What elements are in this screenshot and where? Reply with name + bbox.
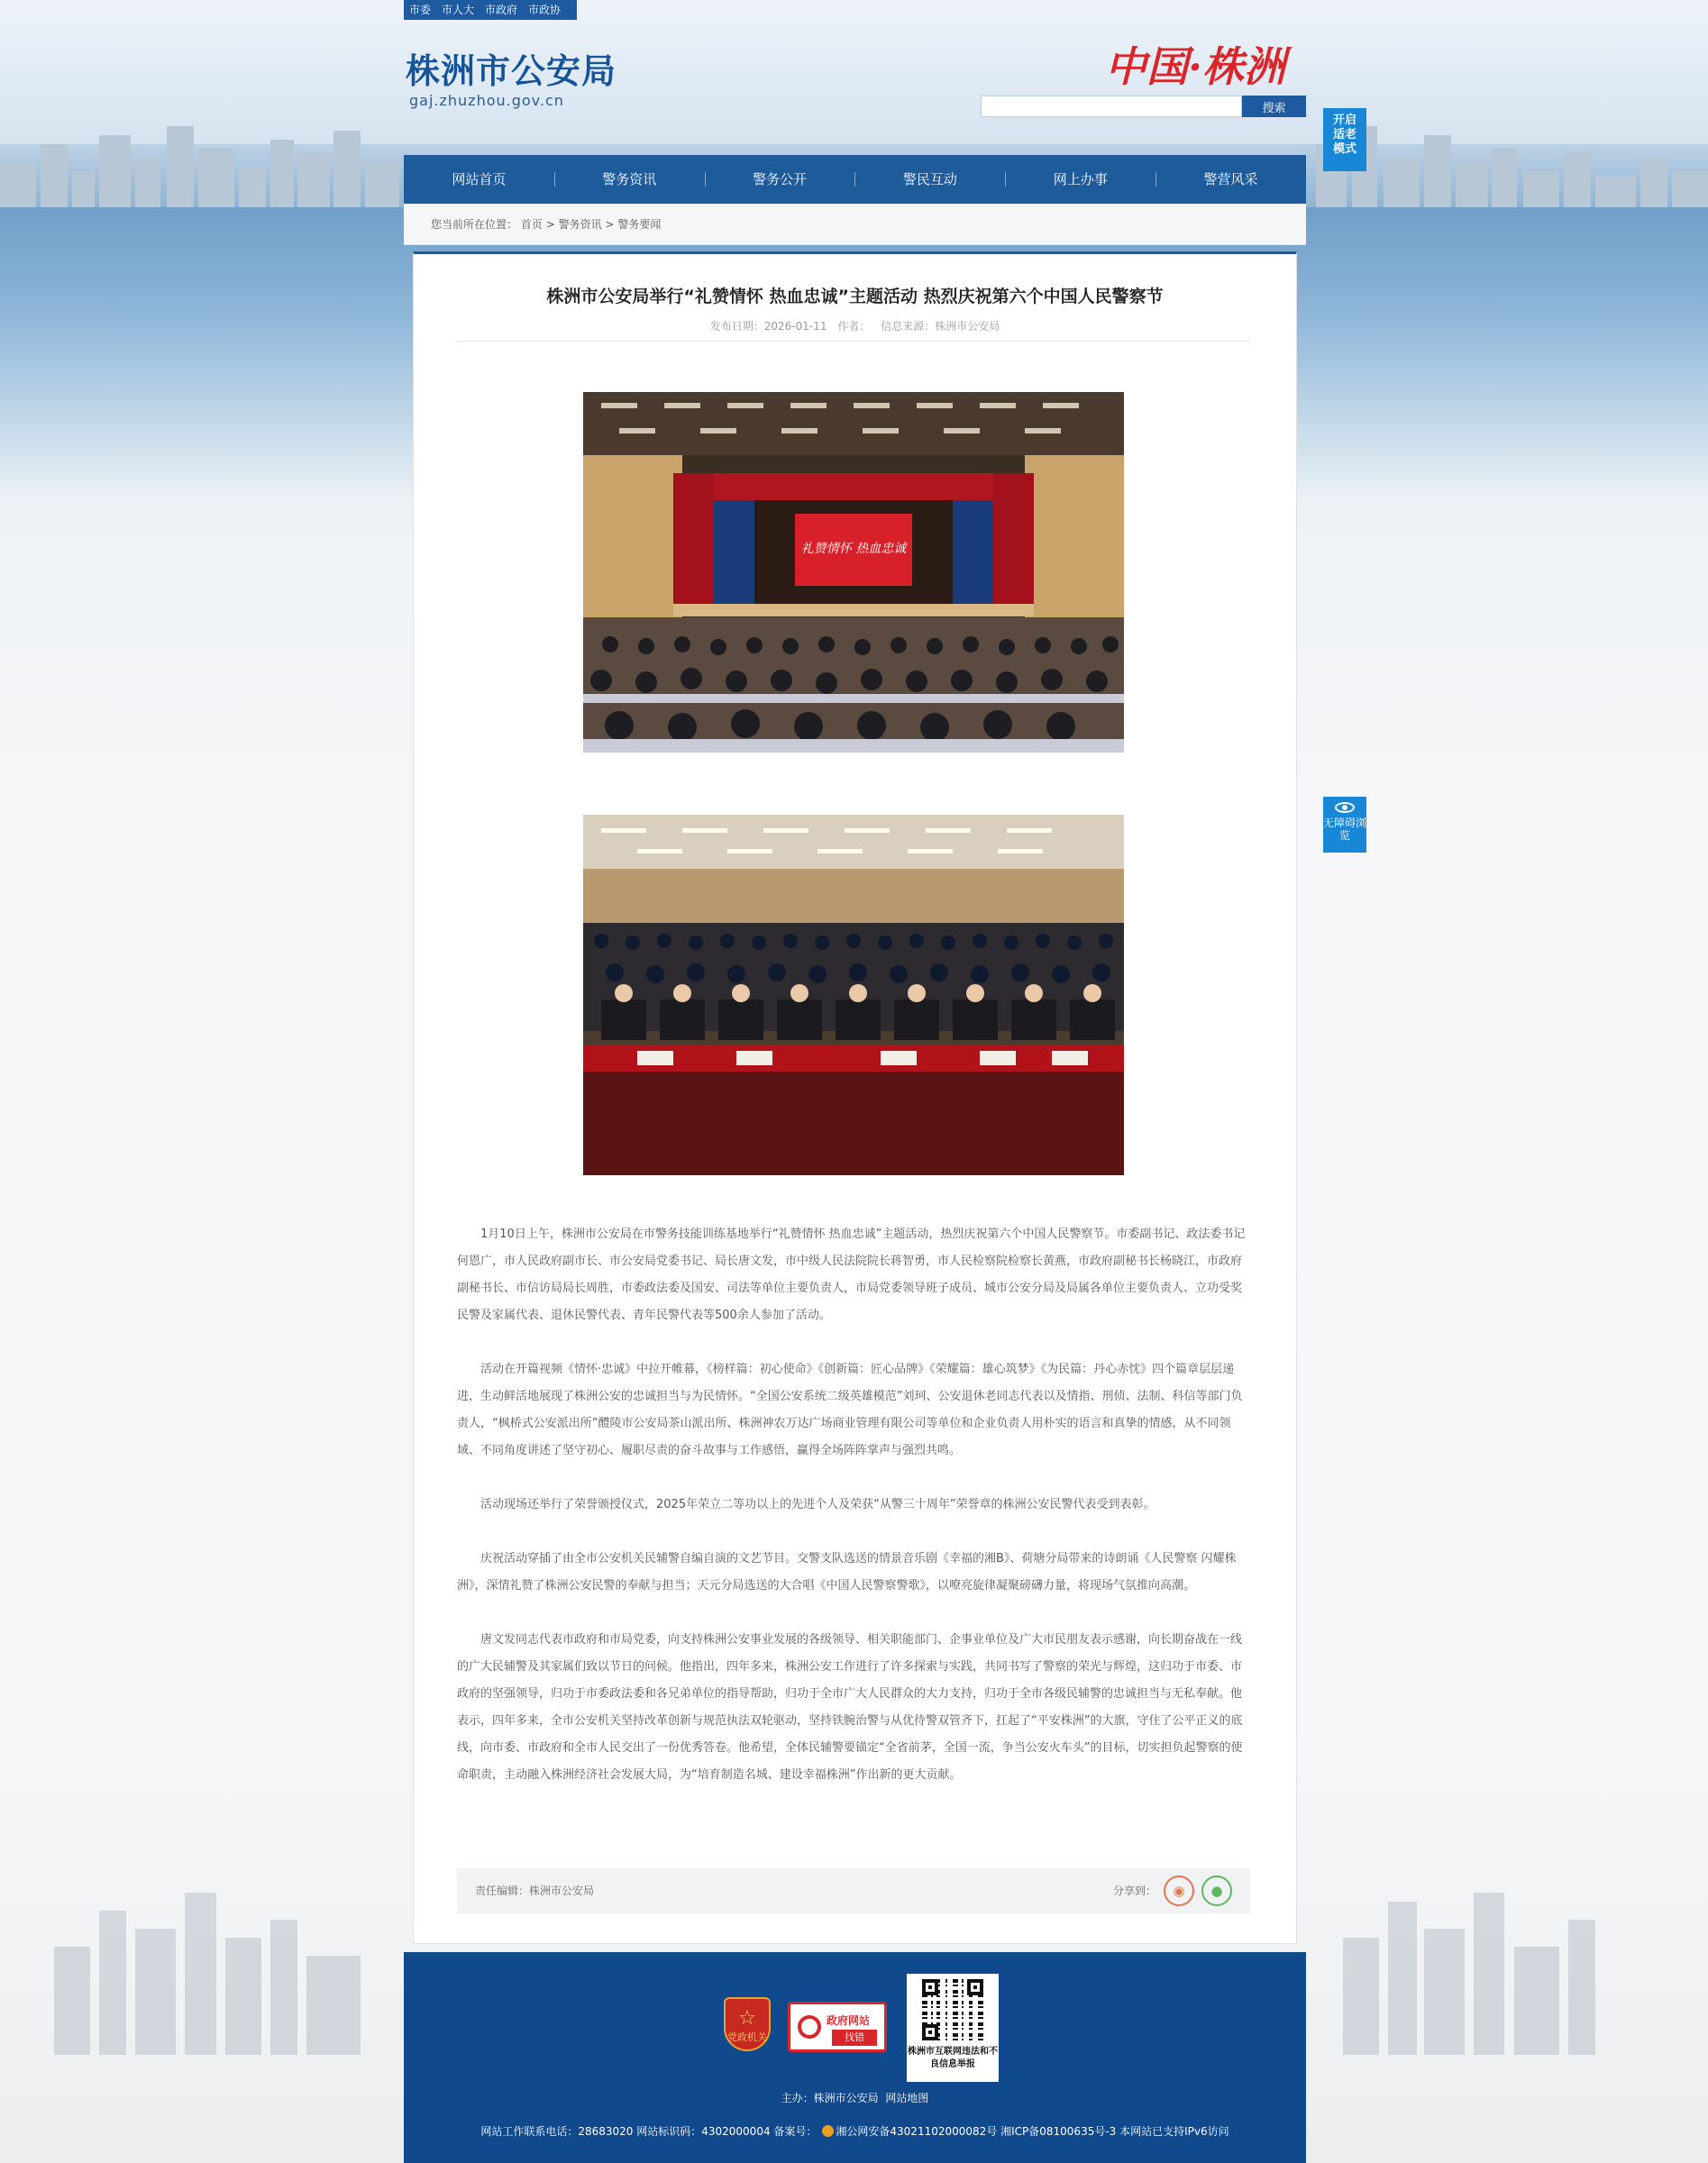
footer-records[interactable]: 湘公网安备43021102000082号 湘ICP备08100635号-3 本网站已支持IPv6访问 — [836, 2125, 1229, 2138]
article-panel — [413, 251, 1297, 1944]
article-body — [457, 1221, 1250, 1816]
top-link-congress[interactable]: 市人大 — [442, 4, 475, 16]
article-footer-bar — [457, 1868, 1250, 1913]
stage-banner-text: 礼赞情怀 热血忠诚 — [800, 542, 907, 556]
breadcrumb-news[interactable]: 警务资讯 — [558, 218, 602, 231]
breadcrumb-home[interactable]: 首页 — [520, 218, 543, 231]
site-header — [404, 27, 1306, 162]
search-button[interactable]: 搜索 — [1242, 96, 1306, 117]
top-link-committee[interactable]: 市委 — [409, 4, 432, 16]
article-title: 株洲市公安局举行“礼赞情怀 热血忠诚”主题活动 热烈庆祝第六个中国人民警察节 — [546, 287, 1164, 306]
elder-mode-button[interactable] — [1323, 108, 1366, 171]
nav-police-news[interactable]: 警务资讯 — [554, 155, 705, 204]
event-photo-stage — [583, 392, 1124, 753]
qr-corner — [967, 1979, 983, 1995]
magnifier-icon — [798, 2015, 821, 2039]
qr-corner — [922, 2024, 938, 2040]
nav-police-disclosure[interactable]: 警务公开 — [705, 155, 855, 204]
china-zhuzhou-logo: 中国·株洲 — [1105, 42, 1286, 91]
elder-mode-label-2: 适老 — [1332, 128, 1356, 141]
nav-interaction[interactable]: 警民互动 — [854, 155, 1005, 204]
main-nav — [404, 155, 1306, 204]
top-link-cppcc[interactable]: 市政协 — [528, 4, 562, 16]
share-group — [1113, 1868, 1232, 1913]
site-domain: gaj.zhuzhou.gov.cn — [409, 92, 564, 109]
top-link-government[interactable]: 市政府 — [485, 4, 518, 16]
article-paragraph: 唐文发同志代表市政府和市局党委，向支持株洲公安事业发展的各级领导、相关职能部门、企事业单位及广大市民朋友表示感谢，向长期奋战在一线的广大民辅警及其家属们致以节日的问候。他指出，四年多来，株洲公安工作进行了许多探索与实践，共同书写了警察的荣光与辉煌，这归功于市委、市政府的坚强领导，归功于市委政法委和各兄弟单位的指导帮助，归功于全市广大人民群众的大力支持，归功于全市各级民辅警的忠诚担当与无私奉献。他表示，四年多来，全市公安机关坚持改革创新与规范执法双轮驱动，坚持铁腕治警与从优待警双管齐下，扛起了“平安株洲”的大旗，守住了公平正义的底线，向市委、市政府和全市人民交出了一份优秀答卷。他希望，全体民辅警要锚定“全省前茅，全国一流，争当公安火车头”的目标，切实担负起警察的使命职责，主动融入株洲经济社会发展大局，为“培育制造名城、建设幸福株洲”作出新的更大贡献。 — [457, 1633, 1243, 1782]
qr-caption: 株洲市互联网违法和不良信息举报 — [908, 2047, 998, 2069]
party-badge-label: 党政机关 — [727, 2031, 767, 2043]
elder-mode-label-3: 模式 — [1332, 142, 1356, 156]
author: 作者： — [837, 320, 871, 333]
top-links — [404, 0, 577, 20]
share-label: 分享到： — [1112, 1885, 1156, 1897]
party-emblem-icon: ☆ — [738, 2007, 756, 2030]
breadcrumb-sep: > — [605, 218, 615, 231]
article-meta — [414, 318, 1296, 333]
nav-home[interactable]: 网站首页 — [452, 171, 507, 187]
footer-info-line — [404, 2123, 1306, 2139]
search-input[interactable] — [981, 96, 1242, 117]
breadcrumb — [404, 204, 1306, 245]
article-paragraph: 庆祝活动穿插了由全市公安机关民辅警自编自演的文艺节目。交警支队选送的情景音乐剧《幸福的湘B》、荷塘分局带来的诗朗诵《人民警察 闪耀株洲》，深情礼赞了株洲公安民警的奉献与担当；天元分局选送的大合唱《中国人民警察警歌》，以嘹亮旋律凝聚磅礴力量，将现场气氛推向高潮。 — [457, 1552, 1237, 1593]
gov-badge-action: 找错 — [832, 2030, 877, 2046]
publish-date: 发布日期：2026-01-11 — [709, 320, 827, 333]
site-title[interactable]: 株洲市公安局 — [406, 50, 617, 91]
article-paragraph: 1月10日上午，株洲市公安局在市警务技能训练基地举行“礼赞情怀 热血忠诚”主题活动，热烈庆祝第六个中国人民警察节。市委副书记、政法委书记何恩广，市人民政府副市长、市公安局党委书记、局长唐文发，市中级人民法院院长蒋智勇，市人民检察院检察长黄燕，市政府副秘书长杨晓江，市政府副秘书长、市信访局局长周胜，市委政法委及国安、司法等单位主要负责人，市局党委领导班子成员、城市公安分局及局属各单位主要负责人、立功受奖民警及家属代表、退休民警代表、青年民警代表等500余人参加了活动。 — [457, 1228, 1246, 1322]
title-divider — [457, 341, 1250, 342]
search-box — [981, 96, 1306, 117]
eye-icon — [1335, 802, 1355, 813]
footer-host: 主办：株洲市公安局 — [781, 2092, 879, 2104]
report-qr-code[interactable] — [907, 1974, 999, 2082]
accessibility-label: 无障碍浏览 — [1323, 817, 1367, 842]
breadcrumb-sep: > — [545, 218, 555, 231]
nav-online-service[interactable]: 网上办事 — [1005, 155, 1155, 204]
nav-police-style[interactable]: 警营风采 — [1155, 155, 1306, 204]
gov-badge-label: 政府网站 — [827, 2014, 871, 2027]
article-paragraph: 活动现场还举行了荣誉颁授仪式，2025年荣立二等功以上的先进个人及荣获“从警三十周年”荣誉章的株洲公安民警代表受到表彰。 — [480, 1498, 1155, 1511]
elder-mode-label-1: 开启 — [1332, 114, 1356, 127]
info-source: 信息来源：株洲市公安局 — [881, 320, 1000, 333]
top-strip — [404, 0, 1306, 20]
gov-site-error-report-badge[interactable] — [788, 2002, 887, 2052]
site-footer — [404, 1952, 1306, 2163]
footer-host-line — [404, 2090, 1306, 2105]
breadcrumb-prefix: 您当前所在位置： — [431, 218, 518, 231]
party-government-badge[interactable] — [724, 1997, 771, 2051]
qr-corner — [922, 1979, 938, 1995]
accessibility-button[interactable] — [1323, 797, 1366, 853]
weibo-share-icon[interactable]: ◉ — [1164, 1876, 1194, 1906]
police-badge-icon — [822, 2125, 834, 2137]
breadcrumb-headlines[interactable]: 警务要闻 — [617, 218, 662, 231]
responsible-editor: 责任编辑：株洲市公安局 — [475, 1885, 595, 1897]
event-photo-audience — [583, 815, 1124, 1175]
article-paragraph: 活动在开篇视频《情怀·忠诚》中拉开帷幕，《榜样篇：初心使命》《创新篇：匠心品牌》《荣耀篇：雄心筑梦》《为民篇：丹心赤忱》四个篇章层层递进，生动鲜活地展现了株洲公安的忠诚担当与为民情怀。“全国公安系统二级英雄模范”刘珂、公安退休老同志代表以及情指、刑侦、法制、科信等部门负责人，“枫桥式公安派出所”醴陵市公安局茶山派出所、株洲神农万达广场商业管理有限公司等单位和企业负责人用朴实的语言和真挚的情感，从不同领域、不同角度讲述了坚守初心、履职尽责的奋斗故事与工作感悟，赢得全场阵阵掌声与强烈共鸣。 — [457, 1363, 1243, 1457]
sitemap-link[interactable]: 网站地图 — [885, 2092, 929, 2104]
footer-contact: 网站工作联系电话：28683020 网站标识码：4302000004 备案号： — [480, 2125, 817, 2138]
wechat-share-icon[interactable]: ● — [1201, 1876, 1232, 1906]
